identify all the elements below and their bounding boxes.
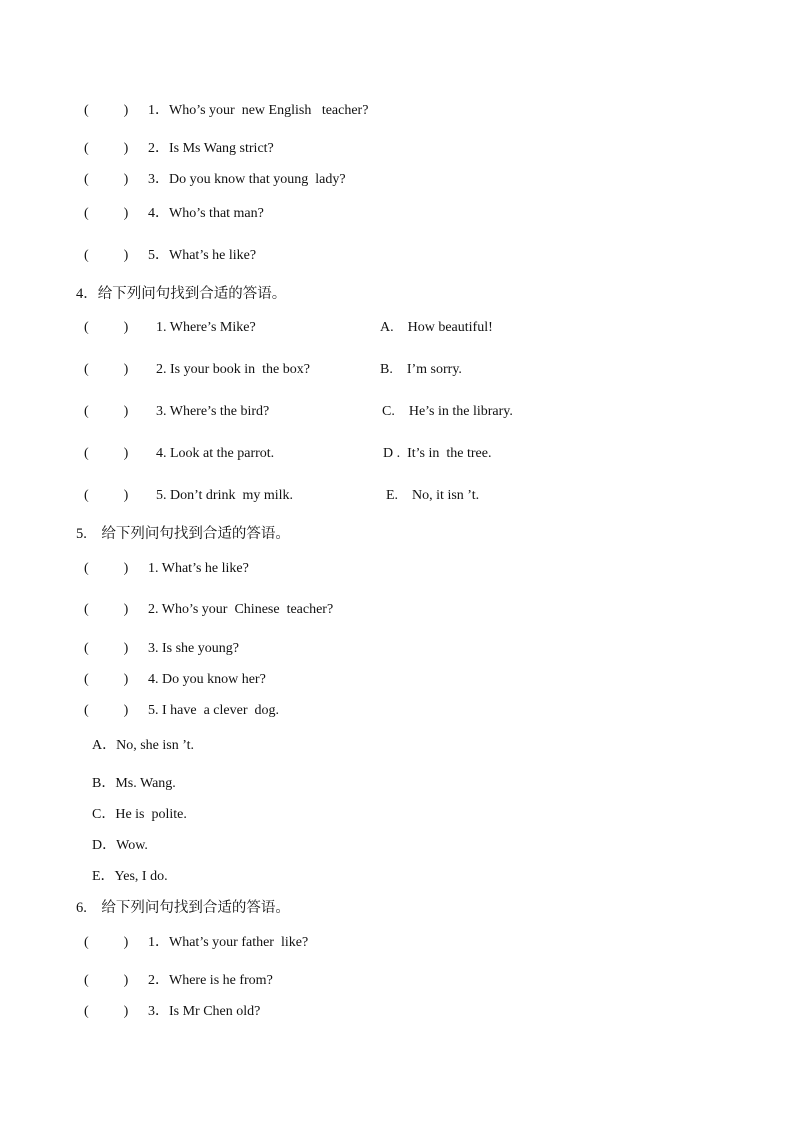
answer-blank[interactable]: ( ) bbox=[84, 446, 129, 461]
question-text: 5. Don’t drink my milk. bbox=[156, 488, 294, 503]
answer-blank[interactable]: ( ) bbox=[84, 973, 129, 988]
answer-blank[interactable]: ( ) bbox=[84, 404, 129, 419]
answer-option: B．Ms. Wang. bbox=[92, 776, 176, 791]
answer-blank[interactable]: ( ) bbox=[84, 320, 129, 335]
question-text: 2. Is your book in the box? bbox=[156, 362, 310, 377]
answer-option: C．He is polite. bbox=[92, 807, 187, 822]
answer-blank[interactable]: ( ) bbox=[84, 141, 129, 156]
answer-blank[interactable]: ( ) bbox=[84, 103, 129, 118]
answer-option: A．No, she isn ’t. bbox=[92, 738, 195, 753]
answer-blank[interactable]: ( ) bbox=[84, 672, 129, 687]
answer-blank[interactable]: ( ) bbox=[84, 561, 129, 576]
question-text: 4. Look at the parrot. bbox=[156, 446, 275, 461]
question-text: 2. Who’s your Chinese teacher? bbox=[148, 602, 334, 617]
question-text: 4．Who’s that man? bbox=[148, 206, 264, 221]
answer-option: E. No, it isn ’t. bbox=[386, 488, 480, 503]
answer-option: E．Yes, I do. bbox=[92, 869, 168, 884]
question-text: 5．What’s he like? bbox=[148, 248, 257, 263]
answer-blank[interactable]: ( ) bbox=[84, 703, 129, 718]
answer-blank[interactable]: ( ) bbox=[84, 935, 129, 950]
answer-blank[interactable]: ( ) bbox=[84, 641, 129, 656]
answer-blank[interactable]: ( ) bbox=[84, 172, 129, 187]
answer-blank[interactable]: ( ) bbox=[84, 602, 129, 617]
question-text: 1. Where’s Mike? bbox=[156, 320, 256, 335]
question-text: 3．Is Mr Chen old? bbox=[148, 1004, 261, 1019]
answer-option: D . It’s in the tree. bbox=[383, 446, 492, 461]
answer-option: D．Wow. bbox=[92, 838, 148, 853]
question-text: 3．Do you know that young lady? bbox=[148, 172, 346, 187]
question-text: 2．Is Ms Wang strict? bbox=[148, 141, 274, 156]
question-text: 3. Where’s the bird? bbox=[156, 404, 270, 419]
answer-blank[interactable]: ( ) bbox=[84, 1004, 129, 1019]
question-text: 4. Do you know her? bbox=[148, 672, 266, 687]
question-text: 5. I have a clever dog. bbox=[148, 703, 279, 718]
answer-blank[interactable]: ( ) bbox=[84, 362, 129, 377]
answer-blank[interactable]: ( ) bbox=[84, 488, 129, 503]
question-text: 3. Is she young? bbox=[148, 641, 239, 656]
section-heading: 6. 给下列问句找到合适的答语。 bbox=[76, 900, 290, 916]
question-text: 1．Who’s your new English teacher? bbox=[148, 103, 369, 118]
answer-blank[interactable]: ( ) bbox=[84, 206, 129, 221]
answer-option: B. I’m sorry. bbox=[380, 362, 462, 377]
question-text: 1．What’s your father like? bbox=[148, 935, 309, 950]
answer-option: A. How beautiful! bbox=[380, 320, 493, 335]
section-heading: 4．给下列问句找到合适的答语。 bbox=[76, 286, 287, 302]
answer-option: C. He’s in the library. bbox=[382, 404, 513, 419]
section-heading: 5. 给下列问句找到合适的答语。 bbox=[76, 526, 290, 542]
answer-blank[interactable]: ( ) bbox=[84, 248, 129, 263]
question-text: 1. What’s he like? bbox=[148, 561, 249, 576]
question-text: 2．Where is he from? bbox=[148, 973, 273, 988]
